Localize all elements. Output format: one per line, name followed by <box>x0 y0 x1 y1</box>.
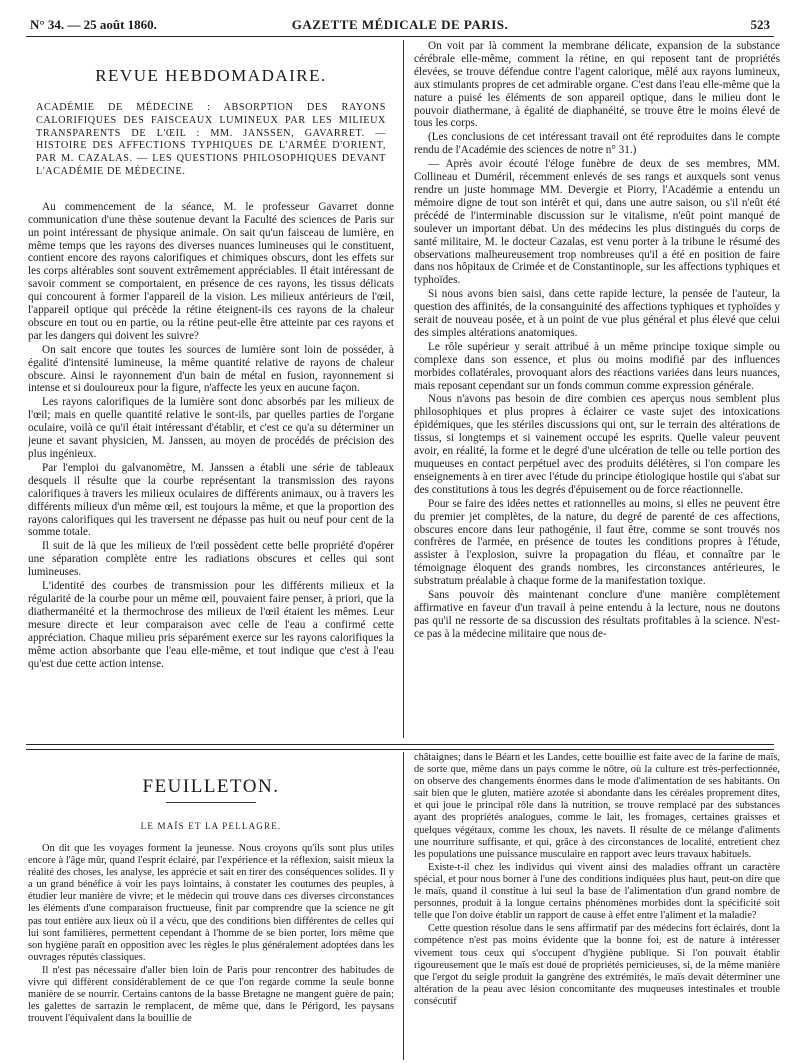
feuilleton-subheading: LE MAÏS ET LA PELLAGRE. <box>140 821 282 831</box>
revue-paragraph: Pour se faire des idées nettes et rationnelles au moins, si elles ne peuvent être du premier jet complètes, de la nature, du degré de parenté de ces affections, obscures encore dans leur pathogénie, il faut être, comme se sont trouvés nos confrères de l'armée, en présence de toutes les conditions propres à l'étude, assister à l'explosion, suivre la propagation du fléau, et connaître par le témoignage éloquent des grands nombres, les circonstances antérieures, le substratum préalable à chaque forme de la manifestation toxique. <box>414 497 780 588</box>
column-divider-bottom <box>403 752 404 1060</box>
revue-right-column <box>414 40 780 740</box>
issue-date: N° 34. — 25 août 1860. <box>30 17 157 32</box>
revue-paragraph: L'identité des courbes de transmission pour les différents milieux et la régularité de la courbe pour un même œil, pouvaient faire penser, à priori, que la diathermanéité et la thermochrose des milieux de l'œil étaient les mêmes. Leur mesure directe et leur comparaison avec celle de l'eau a confirmé cette appréciation. Chaque milieu pris séparément exerce sur les rayons calorifiques la même action absorbante que l'eau elle-même, et tout indique que c'est à l'eau qu'est due cette action intense. <box>28 580 394 670</box>
feuilleton-paragraph: On dit que les voyages forment la jeunesse. Nous croyons qu'ils sont plus utiles encore à l'âge mûr, quand l'esprit éclairé, par l'expérience et la réflexion, saisit mieux la réalité des choses, les analyse, les apprécie et sait en tirer des conséquences solides. Il y a un grand bénéfice à voir les pays lointains, à constater les coutumes des peuples, à étudier leur manière de vivre; et le médecin qui trouve dans ces diverses circonstances les éléments d'une comparaison fructueuse, finit par comprendre que la science ne git pas tout entière aux lieux où il a vécu, que des conditions bien différentes de celles qui lui sont familières, permettent cependant à l'homme de se bien porter, lors même que son hygiène paraît en opposition avec les règles le plus généralement adoptées dans les ouvrages réputés classiques. <box>28 843 394 963</box>
revue-paragraph: — Après avoir écouté l'éloge funèbre de deux de ses membres, MM. Collineau et Duméril, récemment enlevés de ses rangs et auxquels sont venus rendre un juste hommage MM. Devergie et Piorry, l'Académie a entendu un mémoire digne de tout son intérêt et qui, dans une autre saison, ou s'il n'eût été précédé de l'interminable discussion sur le vitalisme, n'eût point manqué de soulever un important débat. Un des médecins les plus distingués du corps de santé militaire, M. le docteur Cazalas, est venu porter à la tribune le résumé des observations malheureusement trop nombreuses qu'il a été en position de faire dans nos hôpitaux de Crimée et de Constantinople, sur les affections typhiques et typhoïdes. <box>414 158 780 287</box>
feuilleton-title: FEUILLETON. <box>142 776 280 797</box>
revue-paragraph: Par l'emploi du galvanomètre, M. Janssen a établi une série de tableaux desquels il résulte que la courbe représentant la transmission des rayons calorifiques à travers les milieux oculaires de différents animaux, ou à travers les différents milieux d'un même œil, est toujours la même, et que la proportion des rayons calorifiques qui les traversent ne dépasse pas huit ou neuf pour cent de la somme totale. <box>28 461 394 539</box>
revue-note: (Les conclusions de cet intéressant travail ont été reproduites dans le compte rendu de l'Académie des sciences de notre n° 31.) <box>414 131 780 157</box>
revue-paragraph: On sait encore que toutes les sources de lumière sont loin de posséder, à égalité d'intensité lumineuse, la même quantité relative de rayons de chaleur obscure. Ainsi le rayonnement d'un bain de métal en fusion, rayonnement si intense et si douloureux pour la figure, n'affecte les yeux en aucune façon. <box>28 343 394 395</box>
revue-paragraph: Il suit de là que les milieux de l'œil possèdent cette belle propriété d'opérer une séparation complète entre les radiations obscures et celles qui sont lumineuses. <box>28 540 394 579</box>
feuilleton-left-column <box>28 752 394 1060</box>
revue-paragraph: Nous n'avons pas besoin de dire combien ces aperçus nous semblent plus philosophiques et plus propres à éclairer ce vaste sujet des intoxications épidémiques, que les stériles discussions qui ont, sur le terrain des altérations de tissus, si longtemps et si vainement occupé les esprits. Quelle valeur peuvent avoir, en réalité, la forme et le degré d'une ulcération de telle ou telle portion des muqueuses en contact perpétuel avec des produits délétères, si l'on compare les enseignements à en tirer avec l'étude du principe étiologique hostile qui s'abat sur des constitutions à tous les degrés d'épuisement ou de force réactionnelle. <box>414 393 780 496</box>
page-number: 523 <box>750 17 770 32</box>
feuilleton-paragraph: Il n'est pas nécessaire d'aller bien loin de Paris pour rencontrer des habitudes de vivre qui diffèrent considérablement de ce que l'on regarde comme la seule bonne manière de se nourrir. Certains cantons de la basse Bretagne ne mangent guère de pain; les galettes de sarrazin le remplacent, de même que, dans le Périgord, les paysans trouvent l'équivalent dans la bouillie de <box>28 964 394 1025</box>
revue-paragraph: Si nous avons bien saisi, dans cette rapide lecture, la pensée de l'auteur, la question des affinités, de la consanguinité des affections typhiques et typhoïdes y serait de nouveau posée, et à un point de vue plus général et plus élevé que celui des simples altérations anatomiques. <box>414 288 780 339</box>
revue-paragraph: Au commencement de la séance, M. le professeur Gavarret donne communication d'une thèse soutenue devant la Faculté des sciences de Paris sur un point intéressant de physique animale. On sait qu'un faisceau de lumière, en même temps que les rayons des diverses nuances lumineuses qui le constituent, contient encore des rayons calorifiques et chimiques obscurs, dont les effets sur les corps altérables sont souvent extrêmement appréciables. Il était intéressant de savoir comment se comportaient, en présence de ces rayons, les tissus délicats qui concourent à former l'appareil de la vision. Les milieux antérieurs de l'œil, l'appareil optique qui précède la rétine éteignent-ils ces rayons de la chaleur obscure en tout ou en partie, ou la rétine peut-elle être atteinte par ces rayons et par les dangers qui doivent les suivre? <box>28 200 394 342</box>
revue-left-column <box>28 40 394 740</box>
column-divider-top <box>403 40 404 738</box>
revue-title: REVUE HEBDOMADAIRE. <box>95 66 327 85</box>
revue-paragraph: Les rayons calorifiques de la lumière sont donc absorbés par les milieux de l'œil; mais en quelle quantité relative le sont-ils, par quelles parties de l'organe oculaire, voilà ce qu'il était intéressant d'établir, et c'est ce qu'a su déterminer un jeune et savant physicien, M. Janssen, au moyen de procédés de précision des plus ingénieux. <box>28 396 394 460</box>
feuilleton-right-column <box>414 752 780 1060</box>
revue-summary: ACADÉMIE DE MÉDECINE : ABSORPTION DES RAYONS CALORIFIQUES DES FAISCEAUX LUMINEUX PAR LES MILIEUX TRANSPARENTS DE L'ŒIL : MM. JANSSEN, GAVARRET. — HISTOIRE DES AFFECTIONS TYPHIQUES DE L'ARMÉE D'ORIENT, PAR M. CAZALAS. — LES QUESTIONS PHILOSOPHIQUES DEVANT L'ACADÉMIE DE MÉDECINE. <box>36 102 386 177</box>
feuilleton-separator <box>26 744 774 750</box>
feuilleton-paragraph: châtaignes; dans le Béarn et les Landes, cette bouillie est faite avec de la farine de maïs, de sorte que, même dans un pays comme le nôtre, où la culture est très-perfectionnée, on observe des changements énormes dans le mode d'alimentation de ses habitants. On sait bien que le gluten, matière azotée si abondante dans les céréales proprement dites, et qui joue le principal rôle dans la nutrition, se trouve remplacé par des substances ayant des propriétés analogues, comme le lait, les fromages, certaines graisses et quelques végétaux, comme les choux, les navets. Il résulte de ce mélange d'aliments une nourriture suffisante, et qui, grâce à des circonstances de localité, entretient chez les populations une puissance musculaire en rapport avec leurs travaux habituels. <box>414 752 780 860</box>
feuilleton-paragraph: Cette question résolue dans le sens affirmatif par des médecins fort éclairés, dont la compétence n'est pas moins évidente que la bonne foi, est de nature à intéresser vivement tous ceux qui s'occupent d'hygiène publique. Si l'on pouvait établir rigoureusement que le maïs est doué de propriétés pernicieuses, si, de la même manière que l'ergot du seigle produit la gangrène des extrémités, le maïs devait déterminer une altération de la peau avec lésion concomitante des muqueuses intestinales et trouble consécutif <box>414 923 780 1007</box>
revue-paragraph: On voit par là comment la membrane délicate, expansion de la substance cérébrale elle-même, comment la rétine, en qui reposent tant de propriétés élevées, se trouve défendue contre l'agent calorique, mêlé aux rayons lumineux, aux stimulants propres de cet admirable organe. C'est dans l'eau elle-même que la nature a puisé les éléments de son appareil optique, dans le milieu dont le pouvoir diathermane, à égalité de diaphanéité, se trouve être le moins élevé de tous les corps. <box>414 40 780 130</box>
revue-paragraph: Sans pouvoir dès maintenant conclure d'une manière complètement affirmative en faveur d'un travail à peine entendu à la lecture, nous ne doutons pas qu'il ne ressorte de sa discussion des résultats profitables à la science. N'est-ce pas à la médecine militaire que nous de- <box>414 589 780 640</box>
feuilleton-paragraph: Existe-t-il chez les individus qui vivent ainsi des maladies offrant un caractère spécial, et pour nous borner à l'une des conditions indiquées plus haut, peut-on dire que le maïs, quand il constitue à lui seul la base de l'alimentation d'un grand nombre de personnes, produit à la longue certains phénomènes morbides dont la spécificité soit telle que l'on doive établir un rapport de cause à effet entre l'aliment et la maladie? <box>414 861 780 922</box>
revue-paragraph: Le rôle supérieur y serait attribué à un même principe toxique simple ou complexe dans son essence, et plus ou moins modifié par des influences morbides collatérales, provoquant alors des réactions variées dans leurs nuances, mais reposant cependant sur un fonds commun comme expression générale. <box>414 340 780 392</box>
title-rule <box>166 802 256 803</box>
page-header <box>26 14 774 37</box>
newspaper-title: GAZETTE MÉDICALE DE PARIS. <box>291 17 509 32</box>
